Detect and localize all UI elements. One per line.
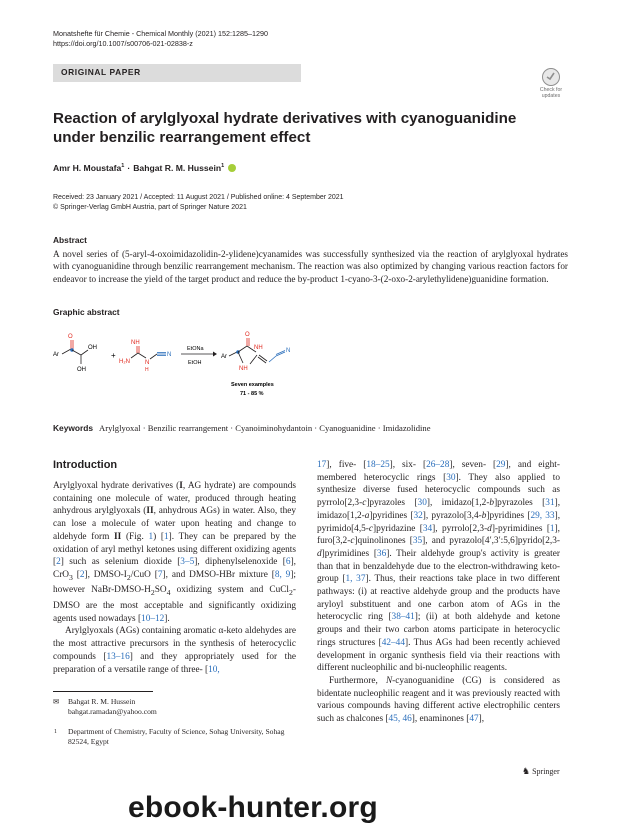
citation-link[interactable]: 31 bbox=[545, 498, 555, 509]
footnote-rule bbox=[53, 691, 153, 692]
o-label-2: O bbox=[245, 332, 250, 338]
author-separator: · bbox=[127, 163, 131, 173]
corresponding-author-email[interactable]: bahgat.ramadan@yahoo.com bbox=[68, 707, 157, 716]
yield-label: 71 - 85 % bbox=[240, 391, 264, 397]
graphic-abstract bbox=[53, 322, 313, 400]
n-label-3: N bbox=[286, 348, 291, 354]
citation-link[interactable]: 10–12 bbox=[141, 613, 165, 624]
h2n-label: H₂N bbox=[119, 359, 130, 365]
check-for-updates-badge[interactable] bbox=[536, 68, 566, 101]
intro-paragraph-3: 17], five- [18–25], six- [26–28], seven- [29], and eight-membered heterocyclic rings [30]. They also applied to synthesize diverse fused heterocyclic compounds such as pyrrolo[2,3-c]pyrazoles [30], imidazo[1,2-b]pyrazoles [31], imidazo[1,2-a]pyridines [32], pyrazolo[3,4-b]pyridines [29, 33], pyrimido[4,5-c]pyridazine [34], pyrrolo[2,3-d]-pyrimidines [1], furo[3,2-c]quinolinones [35], and pyrazolo[4′,3′:5,6]pyrido[2,3-d]pyrimidines [36]. Their aldehyde group's activity is greater than that in benzaldehyde due to the electron-withdrawing keto-group [1, 37]. Thus, their reactions take place in two different pathways: (i) at reactive aldehyde group and the products have aryloyl substituent and one carbon atom of AGs in the heterocyclic ring [38–41]; (ii) at both aldehyde and ketone groups and their two carbon atoms participate in heterocyclic rings structures [42–44]. Thus AGs had been recently achieved development in organic synthesis field via their reactions with different nucleophilic and bi-nucleophilic reagents. bbox=[317, 460, 561, 674]
citation-link[interactable]: 13–16 bbox=[106, 651, 130, 662]
nh-label-2: NH bbox=[254, 345, 263, 351]
orcid-icon[interactable] bbox=[228, 164, 236, 172]
reaction-arrow bbox=[181, 346, 217, 366]
corresponding-author-name: Bahgat R. M. Hussein bbox=[68, 697, 136, 706]
envelope-icon: ✉ bbox=[53, 697, 60, 706]
copyright-line: © Springer-Verlag GmbH Austria, part of Springer Nature 2021 bbox=[53, 204, 247, 211]
corresponding-author bbox=[68, 697, 157, 717]
received-accepted-published: Received: 23 January 2021 / Accepted: 11 August 2021 / Published online: 4 September 2021 bbox=[53, 194, 344, 201]
author-list bbox=[53, 163, 236, 173]
citation-link[interactable]: 47 bbox=[469, 714, 479, 725]
citation-link[interactable]: 26–28 bbox=[426, 460, 450, 470]
reagent-bottom: EtOH bbox=[188, 360, 202, 366]
arylglyoxal-hydrate-structure bbox=[53, 334, 97, 373]
affiliation-mark: 1 bbox=[54, 729, 57, 735]
left-column bbox=[53, 480, 296, 676]
citation-link[interactable]: 29 bbox=[496, 460, 506, 470]
citation-link[interactable]: 2 bbox=[79, 569, 85, 580]
ar-label-2: Ar bbox=[221, 354, 227, 360]
citation-link[interactable]: 38–41 bbox=[391, 612, 415, 623]
reagent-top: EtONa bbox=[187, 346, 204, 352]
citation-link[interactable]: 10, bbox=[208, 664, 220, 675]
n-label-1: N bbox=[145, 360, 150, 366]
citation-link[interactable]: 29, 33 bbox=[530, 510, 555, 521]
figure-ref[interactable]: 1 bbox=[148, 531, 154, 542]
doi-link[interactable]: https://doi.org/10.1007/s00706-021-02838-z bbox=[53, 39, 193, 48]
springer-horse-icon: ♞ bbox=[522, 766, 531, 776]
intro-paragraph-1: Arylglyoxal hydrate derivatives (I, AG hydrate) are compounds containing one molecule of water, produced through heating anhydrous arylglyoxals (II, anhydrous AGs) in water. Also, they can lose a molecule of water upon heating and change to aldehyde form II (Fig. 1) [1]. They can be prepared by the oxidation of aryl methyl ketones using different oxidizing agents [2] such as selenium dioxide [3–5], diphenylselenoxide [6], CrO$_3$ [2], DMSO-$I_2$/CuO [7], and DMSO-HBr mixture [8, 9]; however NaBr-$DMSO-H_2SO_4$ oxidizing system and CuCl$_2$-DMSO are the most acceptable and significantly oxidizing agents used nowadays [10–12]. bbox=[53, 481, 297, 624]
reaction-scheme bbox=[53, 322, 313, 400]
citation-link[interactable]: 3–5 bbox=[180, 557, 195, 568]
citation-link[interactable]: 42–44 bbox=[381, 637, 405, 648]
badge-line-1: Check for bbox=[539, 87, 563, 93]
keywords-heading: Keywords bbox=[53, 423, 94, 433]
intro-paragraph-4: Furthermore, N-cyanoguanidine (CG) is considered as bidentate nucleophilic reagent and it was previously reacted with various compounds having different active electrophilic centers such as chalcones [45, 46], enaminones [47], bbox=[317, 675, 561, 725]
citation-link[interactable]: 30 bbox=[446, 472, 456, 483]
abstract-text: A novel series of (5-aryl-4-oxoimidazolidin-2-ylidene)cyanamides was successfully synthesized via the reaction of arylglyoxal hydrates with cyanoguanidine through benzilic rearrangement mechanism. The reaction was also optimized by changing various reaction factors for endeavor to increase the yield of the target product and reduce the by-product 1-cyano-3-(2-oxo-2-arylethylidene)guanidine formation. bbox=[53, 249, 568, 284]
nh-label-3: NH bbox=[239, 366, 248, 372]
nh-label-1: NH bbox=[131, 340, 140, 346]
citation-link[interactable]: 2 bbox=[56, 557, 61, 568]
citation-link[interactable]: 35 bbox=[412, 536, 423, 547]
right-column bbox=[317, 459, 560, 726]
citation-link[interactable]: 45, 46 bbox=[388, 714, 412, 725]
citation-link[interactable]: 1 bbox=[164, 531, 169, 542]
badge-line-2: updates bbox=[541, 93, 561, 99]
watermark: ebook-hunter.org bbox=[128, 791, 378, 824]
plus-sign: + bbox=[111, 351, 116, 360]
oh-label-2: OH bbox=[77, 367, 86, 373]
keywords-list: Arylglyoxal · Benzilic rearrangement · Cyanoiminohydantoin · Cyanoguanidine · Imidazolidine bbox=[99, 423, 431, 433]
graphic-abstract-heading: Graphic abstract bbox=[53, 307, 120, 317]
paper-title: Reaction of arylglyoxal hydrate derivatives with cyanoguanidine under benzilic rearrangement effect bbox=[53, 110, 517, 146]
keywords bbox=[53, 423, 431, 433]
introduction-heading: Introduction bbox=[53, 459, 118, 471]
springer-logo: ♞ Springer bbox=[522, 766, 560, 776]
citation-link[interactable]: 8, 9 bbox=[274, 569, 291, 580]
citation-link[interactable]: 32 bbox=[413, 510, 423, 521]
citation-link[interactable]: 7 bbox=[157, 569, 163, 580]
affiliation-text: Department of Chemistry, Faculty of Science, Sohag University, Sohag 82524, Egypt bbox=[68, 727, 285, 746]
ar-label-1: Ar bbox=[53, 352, 59, 358]
h-label-1: H bbox=[145, 367, 149, 373]
author-1[interactable]: Amr H. Moustafa$^1$ bbox=[53, 163, 125, 173]
check-updates-icon bbox=[542, 68, 560, 86]
n-label-2: N bbox=[167, 352, 172, 358]
citation-link[interactable]: 17 bbox=[317, 460, 327, 470]
article-type-banner bbox=[53, 64, 301, 82]
citation-link[interactable]: 1, 37 bbox=[345, 574, 366, 585]
intro-paragraph-2: Arylglyoxals (AGs) containing aromatic α-keto aldehydes are the most attractive precursors in the synthesis of heterocyclic compounds [13–16] and they appropriately used for the preparation of a versatile range of three- [10, bbox=[53, 626, 296, 675]
journal-header bbox=[53, 29, 268, 49]
seven-examples-label: Seven examples bbox=[231, 382, 274, 388]
abstract-heading: Abstract bbox=[53, 235, 87, 245]
author-2[interactable]: Bahgat R. M. Hussein$^1$ bbox=[133, 163, 225, 173]
citation-link[interactable]: 36 bbox=[376, 548, 387, 559]
product-structure bbox=[221, 332, 290, 372]
citation-link[interactable]: 1 bbox=[549, 523, 555, 534]
journal-citation: Monatshefte für Chemie - Chemical Monthly (2021) 152:1285–1290 bbox=[53, 29, 268, 38]
article-type-label: ORIGINAL PAPER bbox=[61, 67, 141, 77]
oh-label-1: OH bbox=[88, 345, 97, 351]
citation-link[interactable]: 30 bbox=[417, 498, 427, 509]
cyanoguanidine-structure bbox=[119, 340, 171, 373]
o-label-1: O bbox=[68, 334, 73, 340]
citation-link[interactable]: 6 bbox=[285, 557, 291, 568]
publication-dates bbox=[53, 193, 344, 213]
citation-link[interactable]: 34 bbox=[422, 523, 433, 534]
citation-link[interactable]: 18–25 bbox=[366, 460, 390, 470]
